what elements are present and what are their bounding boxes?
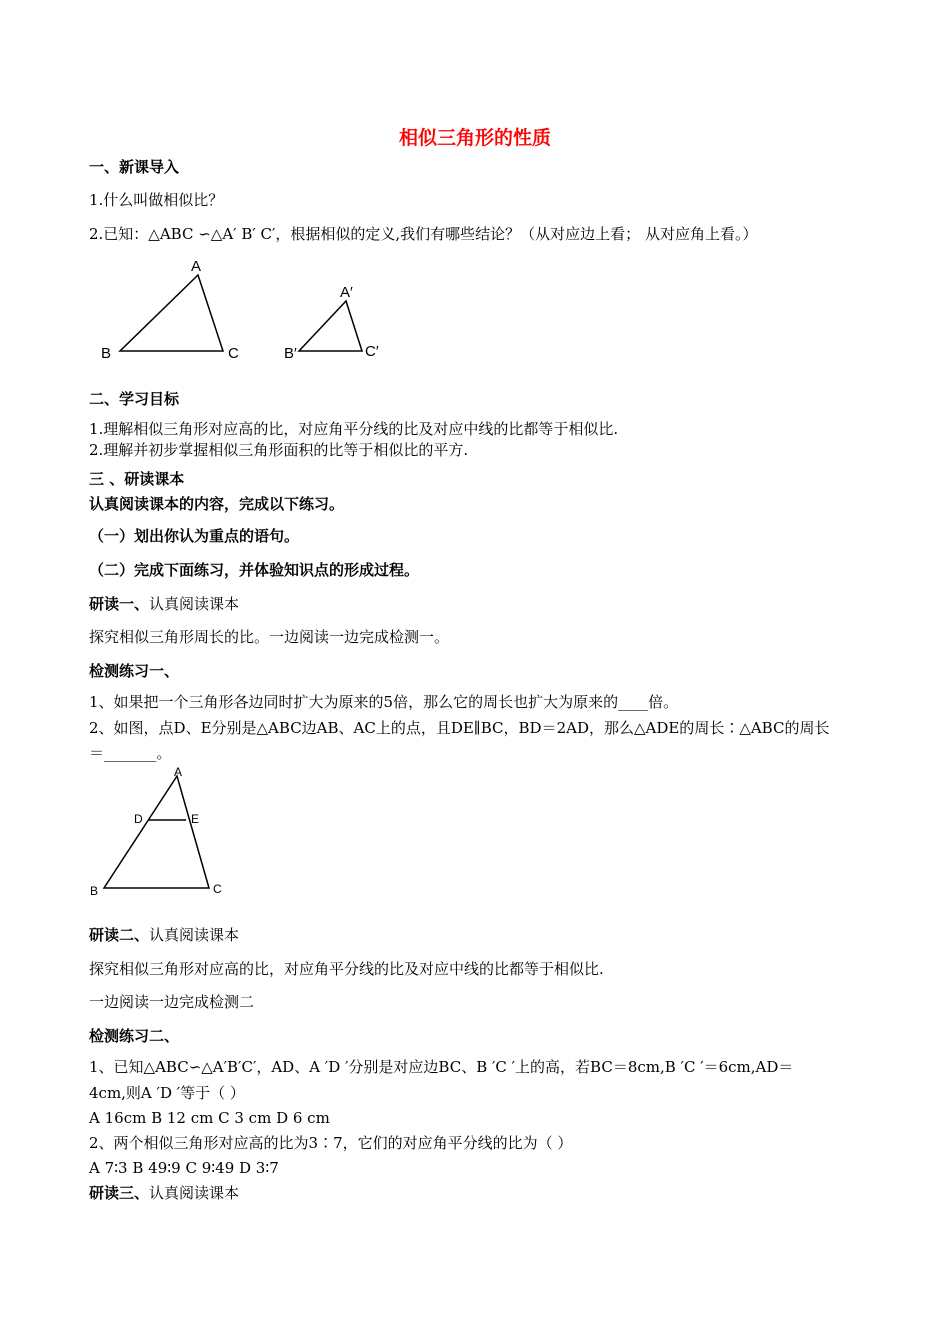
check-one-question-1: 1、如果把一个三角形各边同时扩大为原来的5倍，那么它的周长也扩大为原来的____倍。 [89,693,679,711]
check-one-question-2-answer: ＝_______。 [89,744,172,762]
question-similar-triangles: 2.已知：△ABC ∽△A′ B′ C′，根据相似的定义,我们有哪些结论？（从对应边上看； 从对应角上看。） [89,225,758,243]
check-two-question-1: 1、已知△ABC∽△A′B′C′，AD、A ′D ′分别是对应边BC、B ′C ′上的高，若BC＝8cm,B ′C ′＝6cm,AD＝ [89,1058,794,1076]
study-two-desc: 探究相似三角形对应高的比，对应角平分线的比及对应中线的比都等于相似比. [89,960,604,978]
point-label-e: E [191,812,200,826]
reading-intro: 认真阅读课本的内容，完成以下练习。 [89,495,345,513]
study-two-text: 认真阅读课本 [149,926,240,944]
point-label-c: C [213,882,222,896]
vertex-label-c: C [228,345,239,362]
vertex-label-a-prime: A′ [340,284,353,301]
study-one-text: 认真阅读课本 [149,595,240,613]
check-two-question-1-cont: 4cm,则A ′D ′等于（ ） [89,1084,245,1102]
check-two-question-1-options: A 16cm B 12 cm C 3 cm D 6 cm [89,1109,330,1127]
study-two-heading [89,925,239,945]
check-two-heading: 检测练习二、 [89,1027,180,1045]
study-one-heading [89,594,239,614]
triangle-a2b2c2 [299,301,362,351]
study-three-heading [89,1183,239,1203]
check-two-question-2-options: A 7∶3 B 49∶9 C 9∶49 D 3∶7 [89,1159,279,1177]
point-label-b: B [90,884,99,898]
vertex-label-b: B [101,345,112,362]
reading-subtask-2: （二）完成下面练习，并体验知识点的形成过程。 [89,561,420,579]
question-similarity-ratio: 1.什么叫做相似比？ [89,191,224,209]
study-three-label: 研读三、 [89,1184,150,1202]
goal-item-2: 2.理解并初步掌握相似三角形面积的比等于相似比的平方. [89,441,469,459]
point-label-a: A [174,765,183,779]
check-one-question-2: 2、如图，点D、E分别是△ABC边AB、AC上的点，且DE∥BC，BD＝2AD，那么△ADE的周长∶△ABC的周长 [89,719,830,737]
study-three-text: 认真阅读课本 [149,1184,240,1202]
section-heading-intro: 一、新课导入 [89,158,180,176]
study-one-label: 研读一、 [89,595,150,613]
triangle-abc [120,275,223,351]
section-heading-goals: 二、学习目标 [89,390,180,408]
vertex-label-b-prime: B′ [284,345,297,362]
study-two-desc-2: 一边阅读一边完成检测二 [89,993,255,1011]
vertex-label-a: A [191,258,202,275]
reading-subtask-1: （一）划出你认为重点的语句。 [89,527,300,545]
vertex-label-c-prime: C′ [365,343,379,360]
triangle-abc-large [104,776,209,888]
similar-triangles-figure [95,255,395,367]
point-label-d: D [134,812,143,826]
triangle-de-parallel-bc-figure [85,763,235,903]
study-two-label: 研读二、 [89,926,150,944]
check-two-question-2: 2、两个相似三角形对应高的比为3∶7，它们的对应角平分线的比为（ ） [89,1134,573,1152]
goal-item-1: 1.理解相似三角形对应高的比，对应角平分线的比及对应中线的比都等于相似比. [89,420,619,438]
page-title: 相似三角形的性质 [398,127,551,149]
check-one-heading: 检测练习一、 [89,662,180,680]
study-one-desc: 探究相似三角形周长的比。一边阅读一边完成检测一。 [89,628,450,646]
section-heading-reading: 三 、研读课本 [89,470,185,488]
